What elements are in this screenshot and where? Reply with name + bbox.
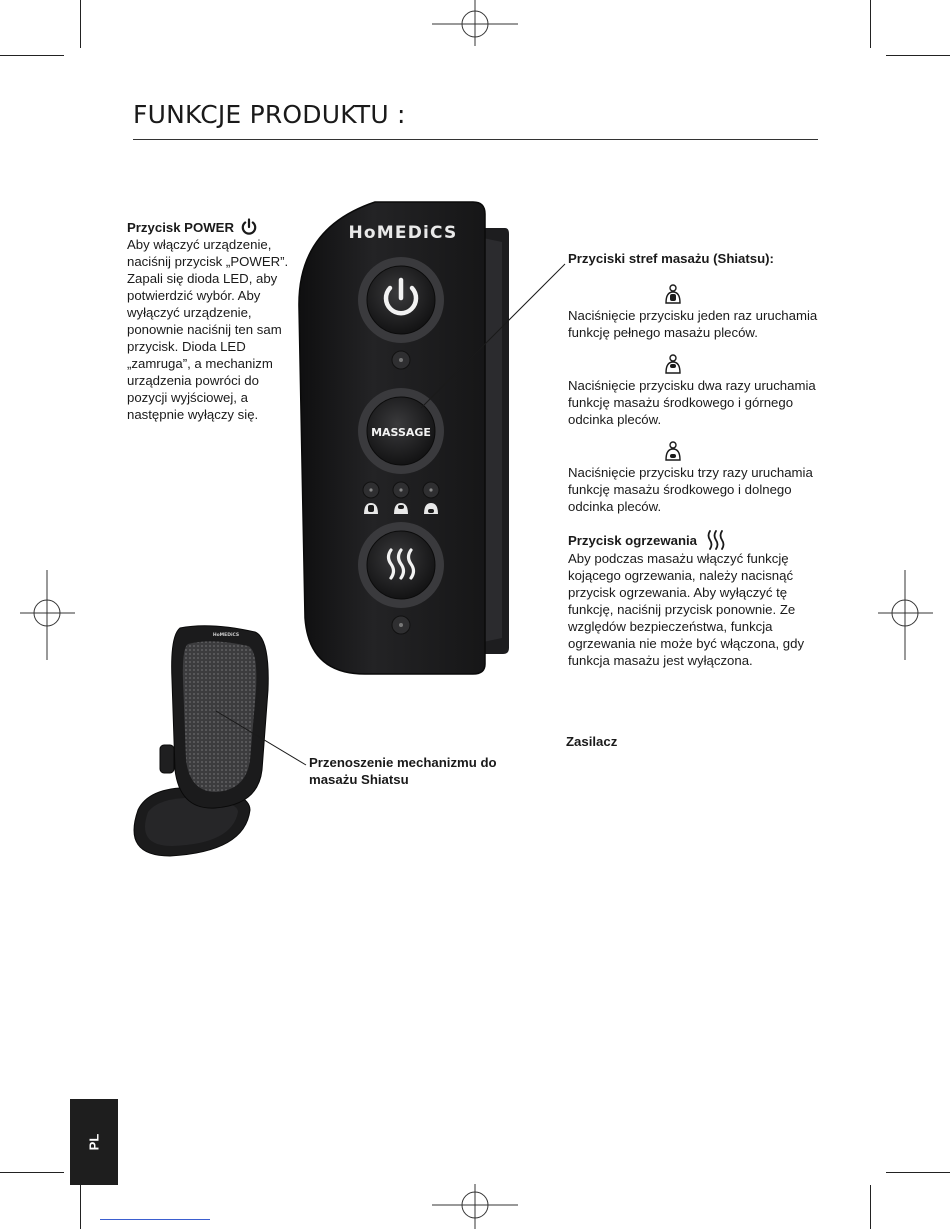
crop-mark [886,1172,950,1173]
heat-text-line: kojącego ogrzewania, należy nacisnąć [568,568,794,583]
language-tab [70,1099,118,1185]
zone-text-line: Naciśnięcie przycisku trzy razy uruchamia [568,465,813,480]
power-text-line: „zamruga”, a mechanizm [127,356,273,371]
crop-mark [870,0,871,48]
zone-text-line: funkcję masażu środkowego i górnego [568,395,794,410]
zone-text-line: funkcję pełnego masażu pleców. [568,325,758,340]
heat-section [568,530,838,669]
power-supply-label: Zasilacz [566,734,618,749]
power-text-line: przycisk. Dioda LED [127,339,246,354]
power-section [127,218,297,423]
upper-back-icon [664,354,682,374]
heat-text-line: ogrzewania nie może być włączona, gdy [568,636,805,651]
zone-text-line: Naciśnięcie przycisku dwa razy uruchamia [568,378,816,393]
zones-heading: Przyciski stref masażu (Shiatsu): [568,251,774,266]
crop-mark [80,0,81,48]
power-text-line: pozycji wyjściowej, a [127,390,248,405]
zones-callout-line [415,262,570,412]
heat-text-line: funkcja masażu jest wyłączona. [568,653,753,668]
power-text-line: Aby włączyć urządzenie, [127,237,272,252]
heat-icon [705,530,727,550]
heat-text-line: względów bezpieczeństwa, funkcja [568,619,773,634]
controller-brand: HoMEDiCS [348,223,458,243]
lower-back-icon [664,441,682,461]
power-text-line: ponownie naciśnij ten sam [127,322,282,337]
zone-text-line: funkcję masażu środkowego i dolnego [568,482,792,497]
registration-mark-bottom [430,1180,520,1229]
heat-text-line: funkcję, naciśnij przycisk ponownie. Ze [568,602,796,617]
power-text-line: Zapali się dioda LED, aby [127,271,278,286]
crop-mark [886,55,950,56]
heat-text-line: Aby podczas masażu włączyć funkcję [568,551,789,566]
heat-text-line: przycisk ogrzewania. Aby wyłączyć tę [568,585,788,600]
title-divider [133,139,818,140]
power-text-line: urządzenia powróci do [127,373,259,388]
power-heading: Przycisk POWER [127,219,235,235]
mechanism-label-line: Przenoszenie mechanizmu do [309,755,497,770]
power-text-line: naciśnij przycisk „POWER”. [127,254,289,269]
zone-lower-text [568,464,838,515]
page-title: FUNKCJE PRODUKTU : [133,100,406,129]
mechanism-label-line: masażu Shiatsu [309,772,409,787]
mechanism-callout-line [210,705,310,770]
power-text-line: następnie wyłączy się. [127,407,259,422]
zone-text-line: Naciśnięcie przycisku jeden raz uruchamia [568,308,818,323]
full-back-icon [664,284,682,304]
chair-brand: HoMEDiCS [212,633,240,638]
zones-section [568,250,828,267]
power-icon [240,218,258,236]
zone-text-line: odcinka pleców. [568,412,662,427]
language-tab-label: PL [86,1133,102,1151]
heat-heading: Przycisk ogrzewania [568,532,698,548]
registration-mark-left [20,570,76,660]
power-text-line: wyłączyć urządzenie, [127,305,252,320]
zone-full-text [568,307,838,341]
registration-mark-top [430,0,520,50]
power-text-line: potwierdzić wybór. Aby [127,288,261,303]
crop-mark [0,55,64,56]
bottom-underline [100,1219,210,1220]
zone-upper-text [568,377,838,428]
crop-mark [80,1185,81,1229]
zone-text-line: odcinka pleców. [568,499,662,514]
mechanism-label [309,754,497,788]
controller-massage-button: MASSAGE [371,426,431,439]
registration-mark-right [878,570,934,660]
crop-mark [0,1172,64,1173]
crop-mark [870,1185,871,1229]
